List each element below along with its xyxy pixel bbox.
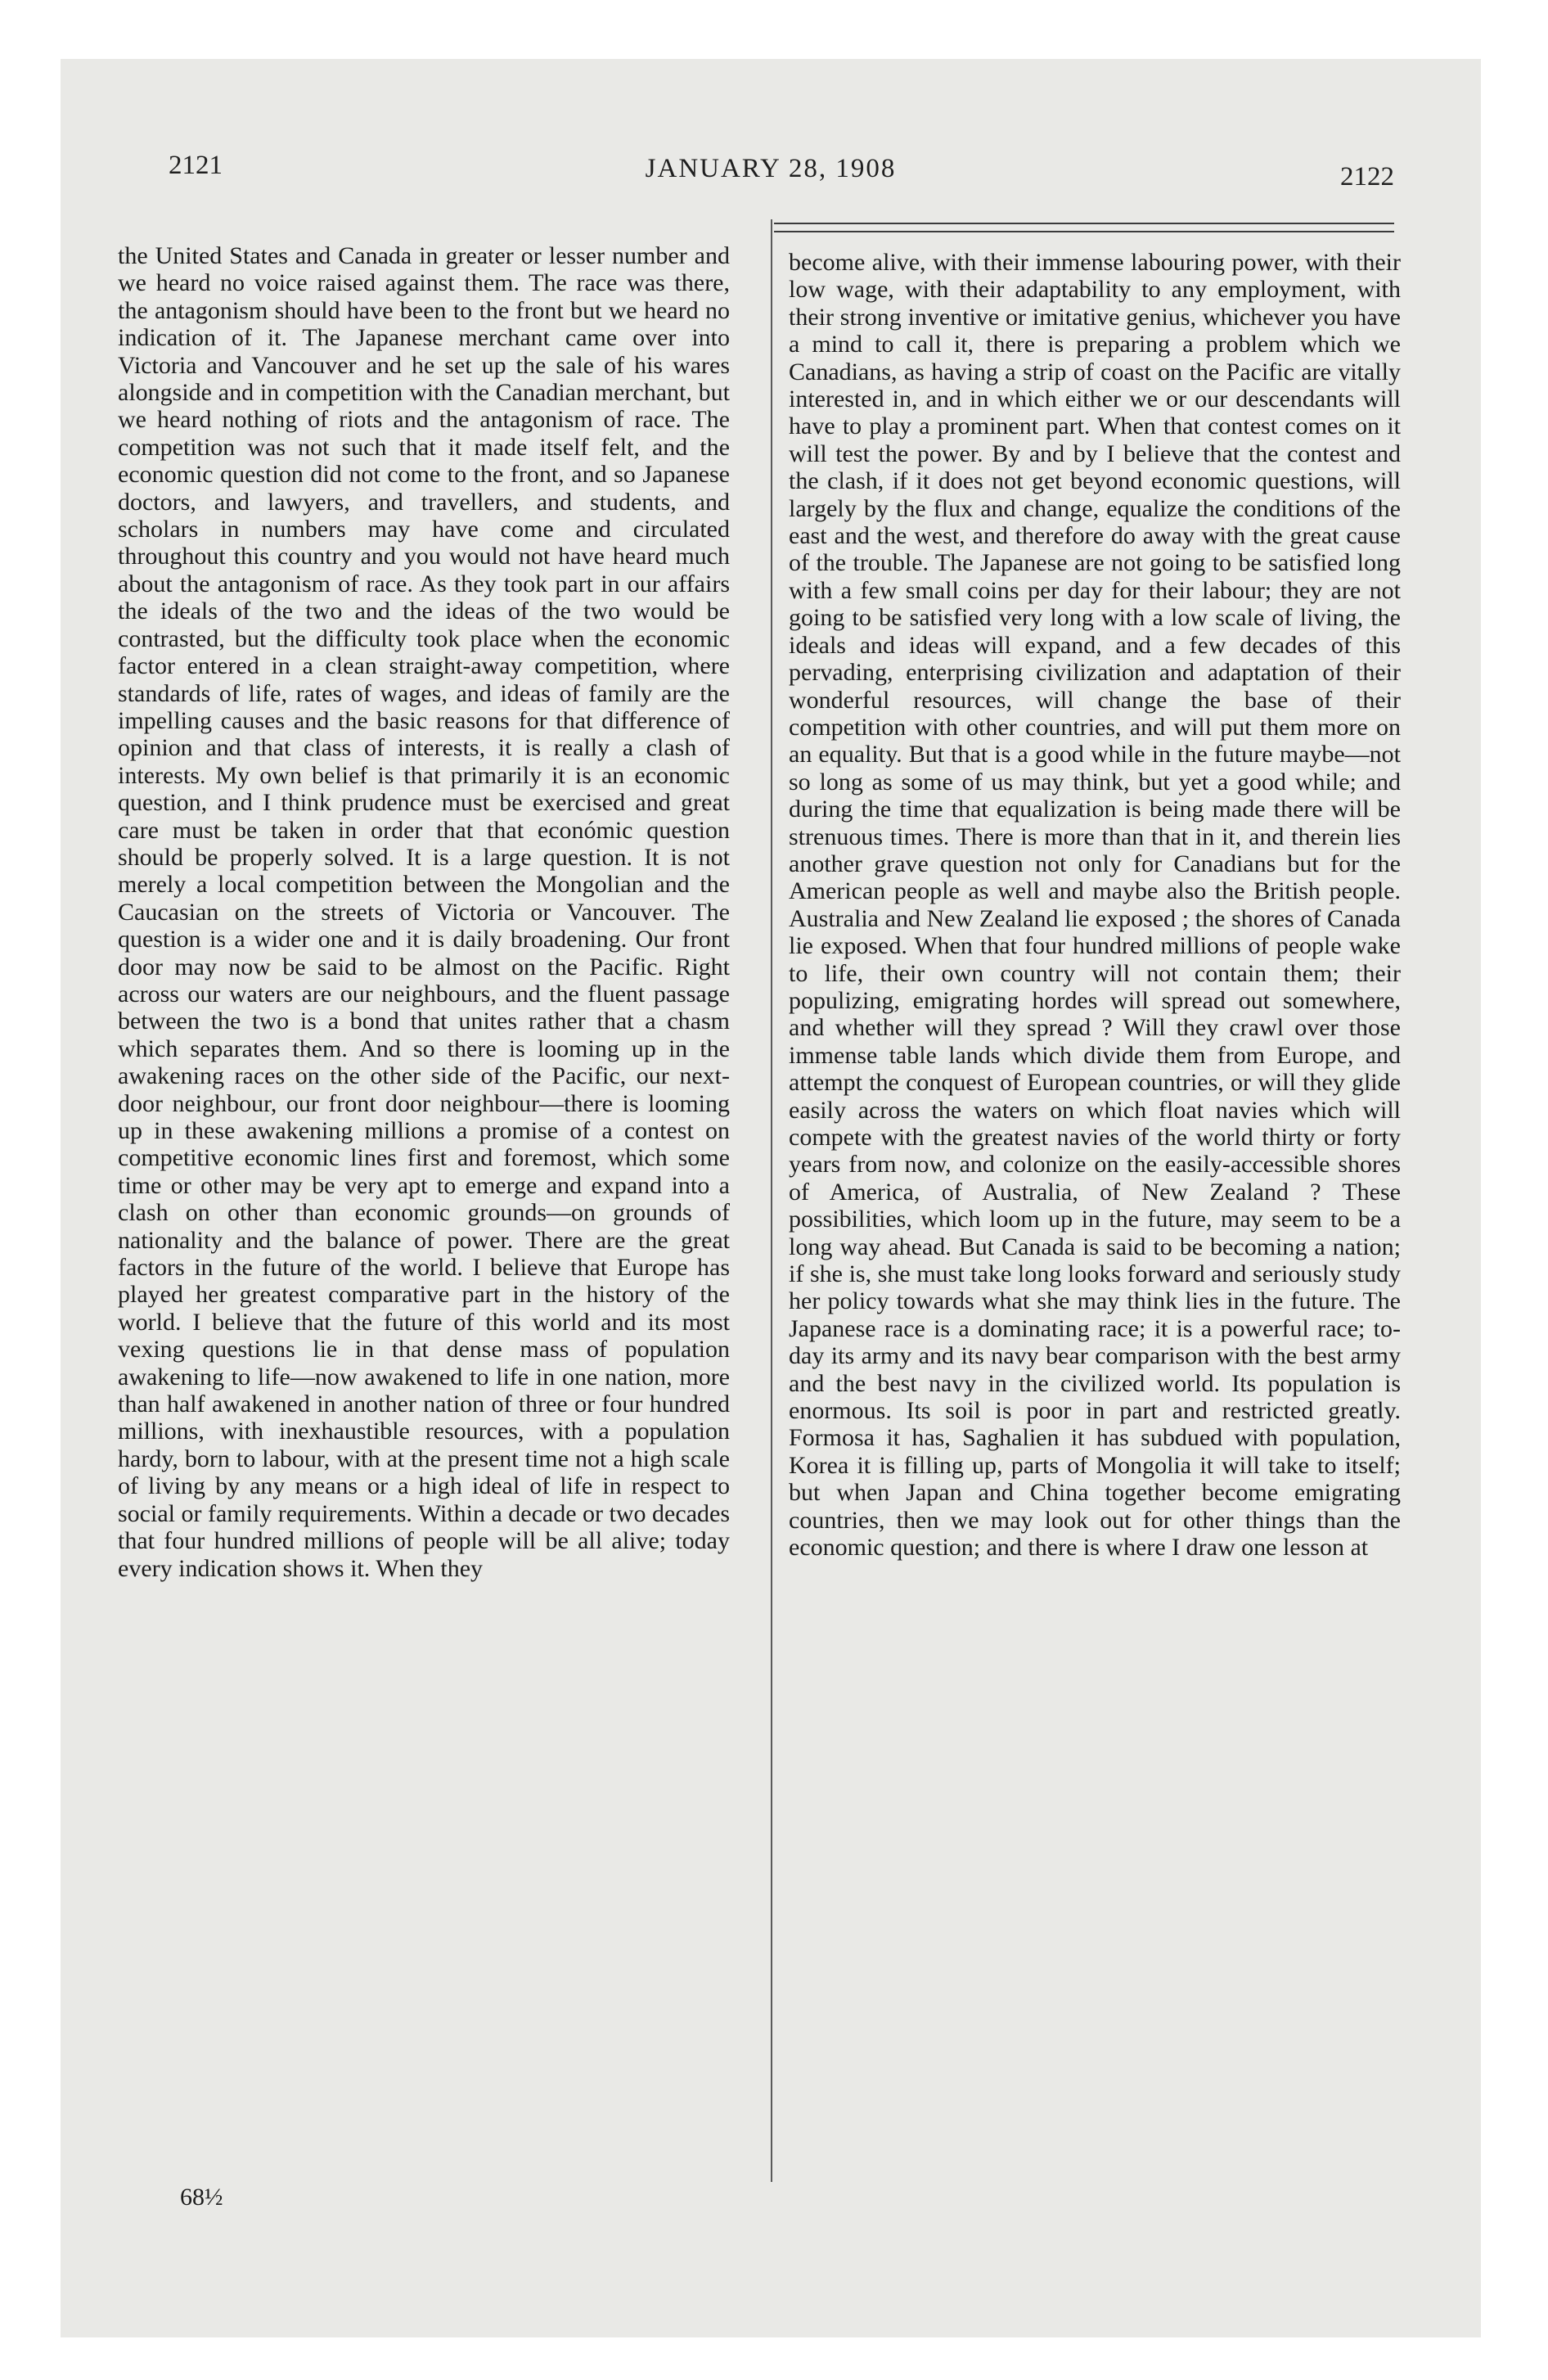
- running-head-date: JANUARY 28, 1908: [645, 154, 897, 183]
- column-divider: [771, 219, 772, 2182]
- column-left-text: the United States and Canada in greater or lesser number and we heard no voice raised against them. The race was there, the antagonism should have been to the front but we heard no indication of it. The Japanese merchant came over into Victoria and Vancouver and he set up the sale of his wares alongside and in competition with the Canadian merchant, but we heard nothing of riots and the antagonism of race. The competition was not such that it made itself felt, and the economic question did not come to the front, and so Japanese doctors, and lawyers, and travellers, and students, and scholars in numbers may have come and circulated throughout this country and you would not have heard much about the antagonism of race. As they took part in our affairs the ideals of the two and the ideas of the two would be contrasted, but the difficulty took place when the economic factor entered in a clean straight-away competition, where standards of life, rates of wages, and ideas of family are the impelling causes and the basic reasons for that difference of opinion and that class of interests, it is really a clash of interests. My own belief is that primarily it is an economic question, and I think prudence must be exercised and great care must be taken in order that that económic question should be properly solved. It is a large question. It is not merely a local competition between the Mongolian and the Caucasian on the streets of Victoria or Vancouver. The question is a wider one and it is daily broadening. Our front door may now be said to be almost on the Pacific. Right across our waters are our neighbours, and the fluent passage between the two is a bond that unites rather that a chasm which separates them. And so there is looming up in the awakening races on the other side of the Pacific, our next-door neighbour, our front door neighbour—there is looming up in these awakening millions a promise of a contest on competitive economic lines first and foremost, which some time or other may be very apt to emerge and expand into a clash on other than economic grounds—on grounds of nationality and the balance of power. There are the great factors in the future of the world. I believe that Europe has played her greatest comparative part in the history of the world. I believe that the future of this world and its most vexing questions lie in that dense mass of population awakening to life—now awakened to life in one nation, more than half awakened in another nation of three or four hundred millions, with inexhaustible resources, with a population hardy, born to labour, with at the present time not a high scale of living by any means or a high ideal of life in respect to social or family requirements. Within a decade or two decades that four hundred millions of people will be all alive; today every indication shows it. When they: [118, 242, 730, 1582]
- column-right-text: become alive, with their immense labouring power, with their low wage, with their adaptability to any employment, with their strong inventive or imitative genius, whichever you have a mind to call it, there is preparing a problem which we Canadians, as having a strip of coast on the Pacific are vitally interested in, and in which either we or our descendants will have to play a prominent part. When that contest comes on it will test the power. By and by I believe that the contest and the clash, if it does not get beyond economic questions, will largely by the flux and change, equalize the conditions of the east and the west, and therefore do away with the great cause of the trouble. The Japanese are not going to be satisfied long with a few small coins per day for their labour; they are not going to be satisfied very long with a low scale of living, the ideals and ideas will expand, and a few decades of this pervading, enterprising civilization and adaptation of their wonderful resources, will change the base of their competition with other countries, and will put them more on an equality. But that is a good while in the future maybe—not so long as some of us may think, but yet a good while; and during the time that equalization is being made there will be strenuous times. There is more than that in it, and therein lies another grave question not only for Canadians but for the American people as well and maybe also the British people. Australia and New Zealand lie exposed ; the shores of Canada lie exposed. When that four hundred millions of people wake to life, their own country will not contain them; their populizing, emigrating hordes will spread out somewhere, and whether will they spread ? Will they crawl over those immense table lands which divide them from Europe, and attempt the conquest of European countries, or will they glide easily across the waters on which float navies which will compete with the greatest navies of the world thirty or forty years from now, and colonize on the easily-accessible shores of America, of Australia, of New Zealand ? These possibilities, which loom up in the future, may seem to be a long way ahead. But Canada is said to be becoming a nation; if she is, she must take long looks forward and seriously study her policy towards what she may think lies in the future. The Japanese race is a dominating race; it is a powerful race; to-day its army and its navy bear comparison with the best army and the best navy in the civilized world. Its population is enormous. Its soil is poor in part and restricted greatly. Formosa it has, Saghalien it has subdued with population, Korea it is filling up, parts of Mongolia it will take to itself; but when Japan and China together become emigrating countries, then we may look out for other things than the economic question; and there is where I draw one lesson at: [789, 249, 1401, 1562]
- page-number-left: 2121: [169, 151, 223, 180]
- text-column-left: [118, 242, 730, 2182]
- text-column-right: [789, 249, 1401, 2188]
- document-page: [61, 59, 1481, 2337]
- header-double-rule: [774, 223, 1394, 232]
- page-number-right: 2122: [1340, 162, 1394, 192]
- printer-signature-mark: 68½: [180, 2184, 223, 2211]
